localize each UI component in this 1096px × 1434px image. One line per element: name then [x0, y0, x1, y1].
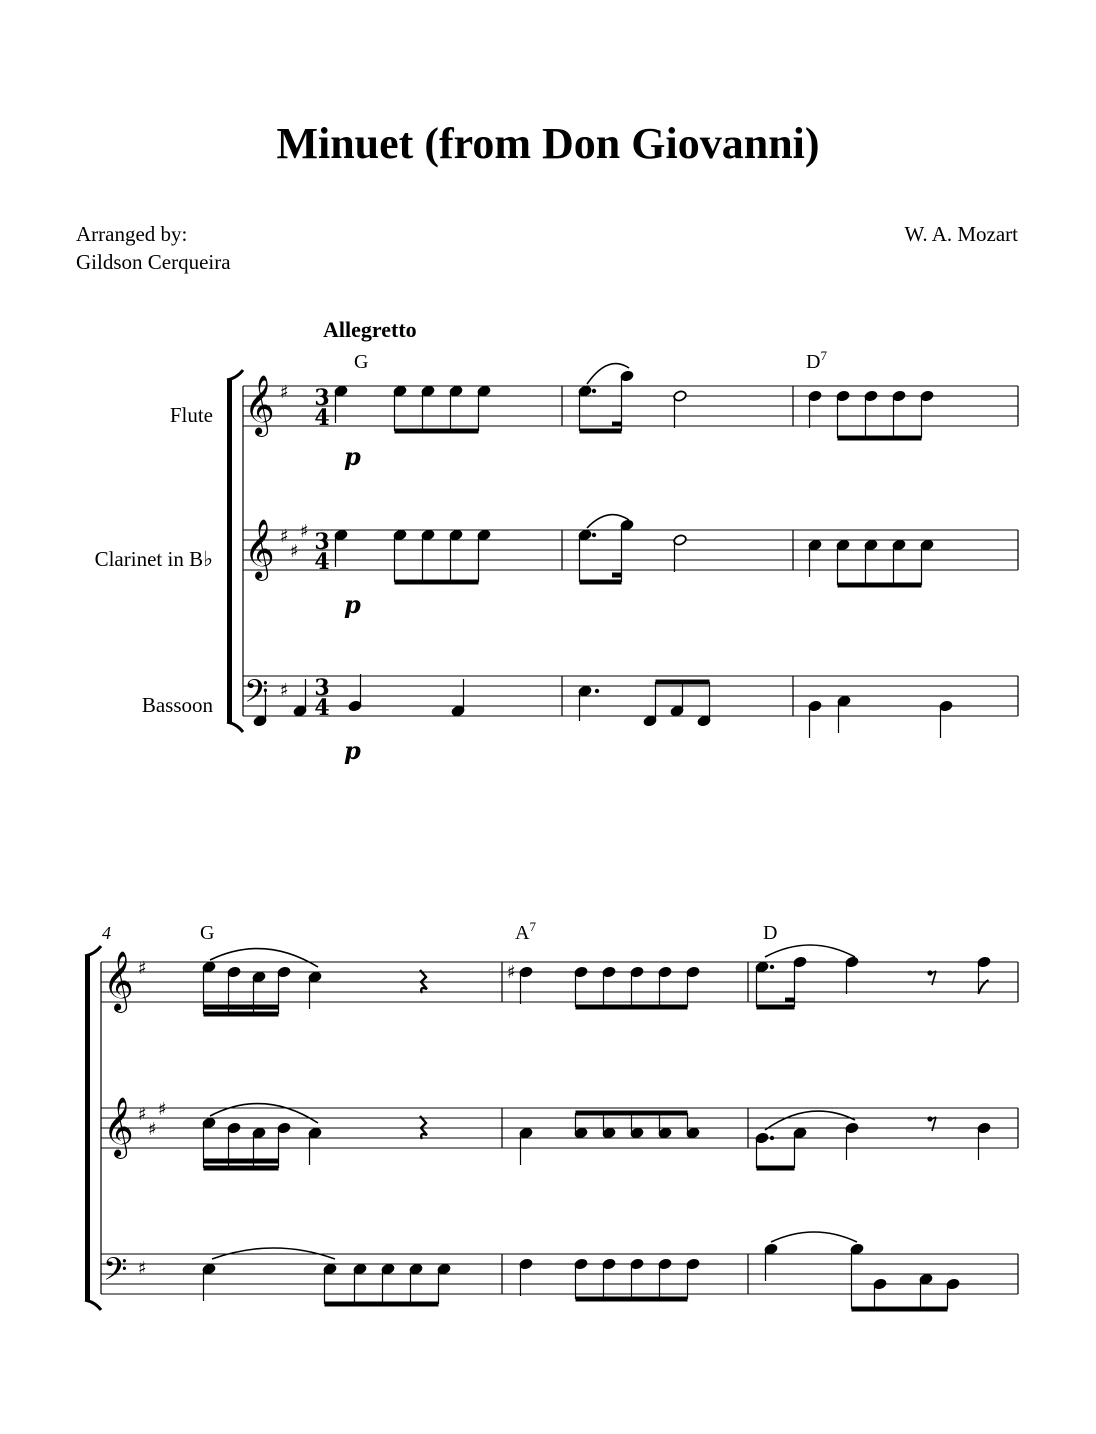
- augmentation-dot: [595, 689, 599, 693]
- note-beam: [656, 680, 710, 685]
- dynamic-marking-bassoon: p: [344, 736, 361, 765]
- chord-symbol-g: G: [354, 351, 369, 373]
- time-signature-bottom: 4: [314, 549, 330, 575]
- note-beam: [757, 1166, 795, 1171]
- composer-name: W. A. Mozart: [904, 222, 1018, 246]
- bracket-hook-top: [227, 370, 243, 380]
- key-signature-sharp: ♯: [280, 526, 289, 547]
- bracket-hook-bottom: [85, 1300, 101, 1310]
- time-signature-top: 3: [314, 529, 330, 555]
- bass-clef-icon: 𝄢: [244, 673, 269, 717]
- time-signature-top: 3: [314, 385, 330, 411]
- music-layer: [103, 364, 991, 1312]
- note-beam: [204, 1159, 279, 1164]
- note-beam: [576, 1005, 688, 1010]
- accidental-sharp: ♯: [507, 962, 516, 983]
- treble-clef-icon: 𝄞: [244, 375, 275, 435]
- augmentation-dot: [592, 533, 596, 537]
- chord-symbol-a7: $A^7$: [515, 919, 536, 944]
- instrument-label-clarinet: Clarinet in B♭: [94, 547, 213, 571]
- note-beam: [612, 422, 622, 427]
- treble-clef-icon: 𝄞: [244, 519, 275, 579]
- key-signature-sharp: ♯: [138, 1104, 147, 1125]
- note-beam: [580, 580, 622, 585]
- note-beam: [785, 998, 795, 1003]
- key-signature-sharp: ♯: [138, 1258, 147, 1279]
- chord-symbol-d7: $D^7$: [806, 348, 827, 373]
- note-beam: [838, 436, 922, 441]
- note-beam: [612, 573, 622, 578]
- note-beam: [395, 580, 479, 585]
- augmentation-dot: [592, 389, 596, 393]
- bracket-hook-top: [85, 946, 101, 956]
- augmentation-dot: [770, 965, 774, 969]
- instrument-label-flute: Flute: [169, 403, 213, 427]
- note-beam: [204, 1012, 279, 1017]
- instrument-label-bassoon: Bassoon: [141, 693, 213, 717]
- note-beam: [757, 1005, 795, 1010]
- slur: [210, 949, 318, 967]
- note-beam: [325, 1302, 439, 1307]
- key-signature-sharp: ♯: [300, 521, 309, 542]
- augmentation-dot: [770, 1136, 774, 1140]
- system-bracket: [85, 956, 90, 1300]
- tempo-marking: Allegretto: [323, 317, 417, 342]
- slur: [210, 1104, 318, 1123]
- bass-clef-icon: 𝄢: [103, 1251, 128, 1295]
- key-signature-sharp: ♯: [290, 541, 299, 562]
- time-signature-top: 3: [314, 675, 330, 701]
- note-beam: [580, 429, 622, 434]
- system-bracket: [227, 380, 232, 722]
- key-signature-sharp: ♯: [280, 382, 289, 403]
- time-signature-bottom: 4: [314, 695, 330, 721]
- treble-clef-icon: 𝄞: [103, 951, 134, 1011]
- note-beam: [576, 1111, 688, 1116]
- slur: [765, 1111, 855, 1130]
- key-signature-sharp: ♯: [138, 958, 147, 979]
- slur: [765, 945, 855, 957]
- arranger-name: Gildson Cerqueira: [76, 250, 231, 274]
- chord-symbol-g-2: G: [200, 922, 215, 944]
- note-beam: [838, 583, 922, 588]
- dynamic-marking-clarinet: p: [344, 590, 361, 619]
- note-beam: [204, 1005, 279, 1010]
- score-title: Minuet (from Don Giovanni): [276, 119, 820, 168]
- measure-number: 4: [102, 923, 111, 943]
- treble-clef-icon: 𝄞: [103, 1097, 134, 1157]
- key-signature-sharp: ♯: [148, 1119, 157, 1140]
- key-signature-sharp: ♯: [280, 680, 289, 701]
- note-beam: [852, 1307, 948, 1312]
- note-beam: [576, 1297, 688, 1302]
- time-signature-bottom: 4: [314, 405, 330, 431]
- dynamic-marking-flute: p: [344, 442, 361, 471]
- bracket-hook-bottom: [227, 722, 243, 732]
- note-beam: [204, 1166, 279, 1171]
- slur: [771, 1232, 857, 1242]
- note-beam: [395, 429, 479, 434]
- arranger-label: Arranged by:: [76, 222, 188, 246]
- chord-symbol-d: D: [763, 922, 778, 944]
- key-signature-sharp: ♯: [158, 1099, 167, 1120]
